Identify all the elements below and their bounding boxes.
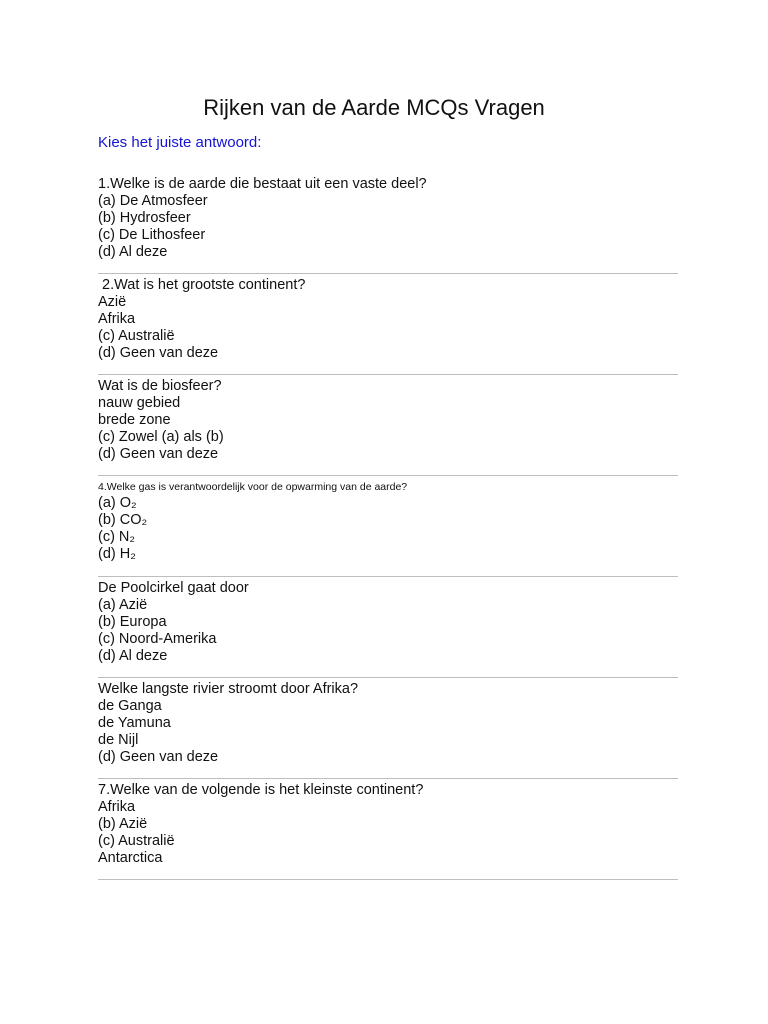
answer-option-d: Antarctica xyxy=(98,850,163,866)
answer-option-a: (a) Azië xyxy=(98,597,148,613)
question-block-4 xyxy=(98,479,678,577)
question-text: 7.Welke van de volgende is het kleinste continent? xyxy=(98,782,424,798)
answer-option-b: Afrika xyxy=(98,311,136,327)
answer-option-a: Azië xyxy=(98,294,127,310)
question-text: Welke langste rivier stroomt door Afrika? xyxy=(98,681,359,697)
answer-option-b: (b) Hydrosfeer xyxy=(98,210,191,226)
answer-option-c: (c) Australië xyxy=(98,328,175,344)
answer-option-a: (a) De Atmosfeer xyxy=(98,193,208,209)
answer-option-b: (b) CO₂ xyxy=(98,512,148,528)
answer-option-a: Afrika xyxy=(98,799,136,815)
answer-option-c: (c) Australië xyxy=(98,833,175,849)
answer-option-d: (d) Al deze xyxy=(98,244,168,260)
question-block-6 xyxy=(98,681,678,779)
answer-option-b: (b) Europa xyxy=(98,614,167,630)
answer-option-d: (d) Geen van deze xyxy=(98,345,219,361)
question-text: 1.Welke is de aarde die bestaat uit een vaste deel? xyxy=(98,176,427,192)
answer-option-c: (c) N₂ xyxy=(98,529,136,545)
answer-option-b: brede zone xyxy=(98,412,171,428)
answer-option-c: (c) Zowel (a) als (b) xyxy=(98,429,224,445)
question-block-2 xyxy=(98,277,678,375)
instruction-text: Kies het juiste antwoord: xyxy=(98,134,262,151)
answer-option-c: de Nijl xyxy=(98,732,139,748)
answer-option-c: (c) De Lithosfeer xyxy=(98,227,206,243)
question-text: Wat is de biosfeer? xyxy=(98,378,222,394)
answer-option-c: (c) Noord-Amerika xyxy=(98,631,217,647)
answer-option-d: (d) Al deze xyxy=(98,648,168,664)
question-block-3 xyxy=(98,378,678,476)
answer-option-b: (b) Azië xyxy=(98,816,148,832)
page-title: Rijken van de Aarde MCQs Vragen xyxy=(203,95,545,120)
answer-option-d: (d) Geen van deze xyxy=(98,749,219,765)
question-block-1 xyxy=(98,176,678,274)
answer-option-a: nauw gebied xyxy=(98,395,181,411)
question-text: De Poolcirkel gaat door xyxy=(98,580,249,596)
answer-option-d: (d) H₂ xyxy=(98,546,136,562)
answer-option-d: (d) Geen van deze xyxy=(98,446,219,462)
answer-option-a: de Ganga xyxy=(98,698,162,714)
question-block-5 xyxy=(98,580,678,678)
question-list xyxy=(98,176,678,883)
answer-option-a: (a) O₂ xyxy=(98,495,137,511)
answer-option-b: de Yamuna xyxy=(98,715,171,731)
question-block-7 xyxy=(98,782,678,880)
question-text: 2.Wat is het grootste continent? xyxy=(98,277,306,293)
question-text: 4.Welke gas is verantwoordelijk voor de opwarming van de aarde? xyxy=(98,481,408,493)
